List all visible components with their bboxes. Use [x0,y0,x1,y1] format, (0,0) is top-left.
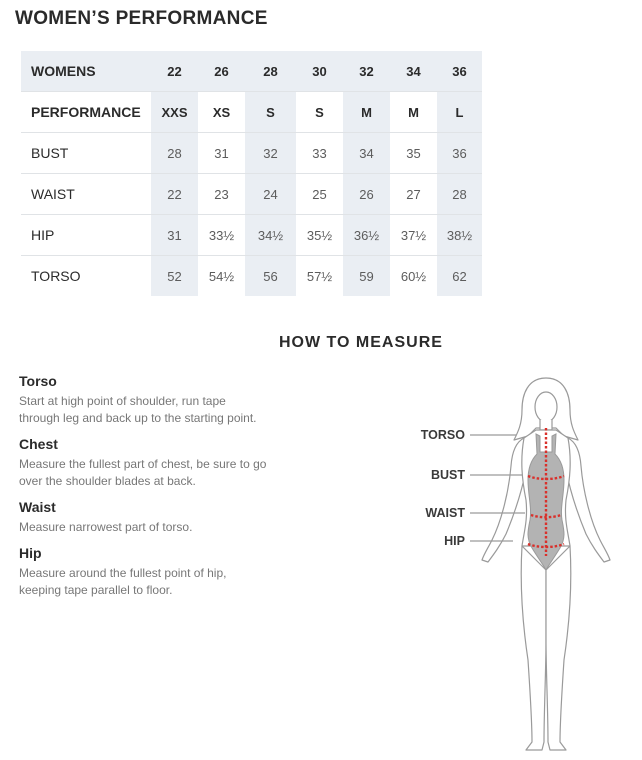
row-label: TORSO [31,268,81,284]
hip-label: HIP [444,534,465,548]
instruction-text: Start at high point of shoulder, run tape through leg and back up to the starting point. [19,394,257,425]
table-cell: 60½ [400,268,427,284]
table-cell: 23 [198,174,245,215]
table-cell: 25 [296,174,343,215]
table-row-bust [21,133,482,174]
table-cell: 37½ [390,215,437,256]
instruction-heading: Hip [19,545,42,561]
table-cell: 33 [296,133,343,174]
row-label: PERFORMANCE [21,92,151,133]
size-cell: 28 [245,51,296,92]
instruction-text: Measure around the fullest point of hip, keeping tape parallel to floor. [19,566,227,597]
row-label: BUST [21,133,151,174]
instruction-text: Measure narrowest part of torso. [19,520,193,534]
table-header-row [21,51,482,92]
row-label: WOMENS [21,51,151,92]
page-title: WOMEN’S PERFORMANCE [15,8,268,29]
table-row-performance [21,92,482,133]
table-cell: L [437,92,482,133]
table-cell: 34 [343,133,390,174]
table-cell: XXS [151,92,198,133]
table-cell: 22 [151,174,198,215]
instruction-heading: Chest [19,436,58,452]
size-cell: 22 [151,51,198,92]
table-cell: 38½ [437,215,482,256]
row-label: HIP [21,215,151,256]
instruction-torso [19,373,269,427]
table-cell: 35 [390,133,437,174]
table-cell: 57½ [306,268,333,284]
size-cell: 34 [390,51,437,92]
size-cell: 26 [198,51,245,92]
waist-label: WAIST [425,506,465,520]
instruction-heading: Torso [19,373,57,389]
instruction-text: Measure the fullest part of chest, be sure to go over the shoulder blades at back. [19,457,267,488]
table-cell: 59 [343,256,390,297]
table-cell: 36½ [343,215,390,256]
how-to-measure-heading: HOW TO MEASURE [279,334,443,351]
table-cell: 27 [390,174,437,215]
instruction-waist [19,499,269,536]
table-cell: S [245,92,296,133]
table-cell: 28 [151,133,198,174]
table-cell: 52 [151,256,198,297]
table-cell: 34½ [245,215,296,256]
table-cell: 32 [245,133,296,174]
table-cell: 31 [198,133,245,174]
table-row-torso [21,256,482,297]
table-row-hip [21,215,482,256]
size-cell: 30 [296,51,343,92]
bust-label: BUST [430,468,465,482]
size-chart-table [21,51,482,296]
instruction-hip [19,545,269,599]
size-cell: 32 [343,51,390,92]
torso-label: TORSO [420,428,465,442]
instruction-chest [19,436,269,490]
table-cell: S [296,92,343,133]
row-label: WAIST [21,174,151,215]
table-cell: 26 [343,174,390,215]
table-cell: 31 [151,215,198,256]
table-cell: 24 [245,174,296,215]
measurement-figure [410,370,640,755]
table-cell: 62 [437,256,482,297]
table-cell: 54½ [208,268,235,284]
table-cell: M [343,92,390,133]
table-cell: 36 [437,133,482,174]
table-cell: 56 [245,256,296,297]
measure-instructions [19,373,269,608]
table-cell: 28 [437,174,482,215]
table-cell: 35½ [296,215,343,256]
table-row-waist [21,174,482,215]
table-cell: XS [198,92,245,133]
table-cell: 33½ [198,215,245,256]
instruction-heading: Waist [19,499,56,515]
size-cell: 36 [437,51,482,92]
table-cell: M [390,92,437,133]
